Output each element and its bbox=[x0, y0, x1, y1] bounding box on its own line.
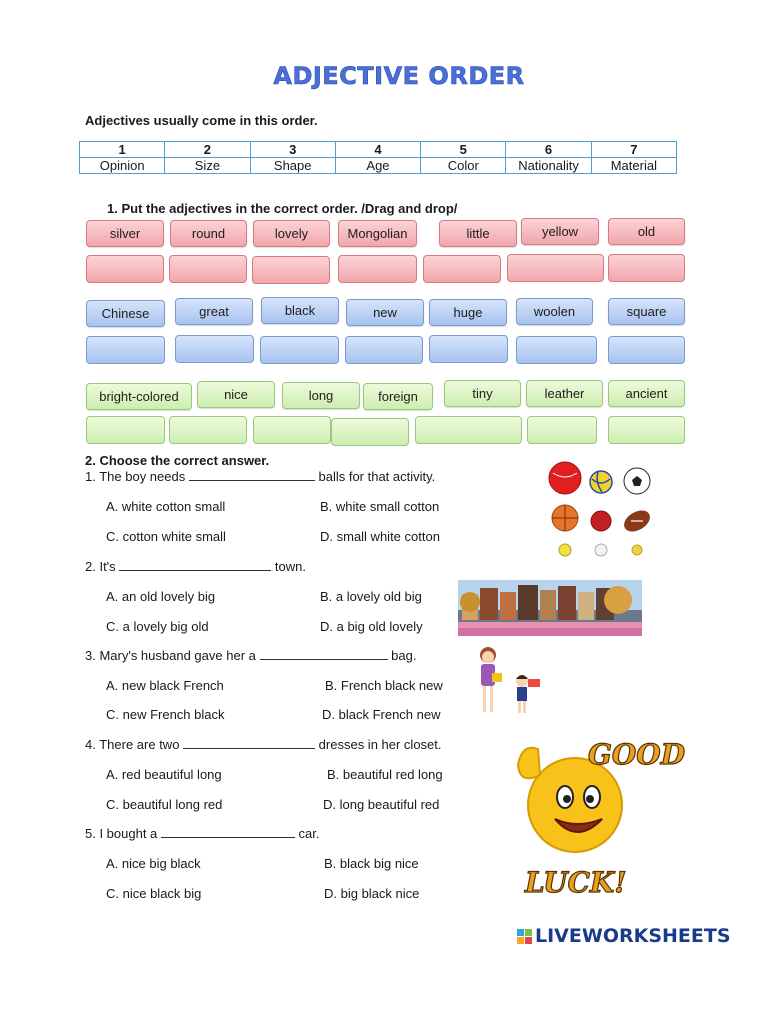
drop-slot[interactable] bbox=[608, 336, 685, 364]
good-text: GOOD bbox=[588, 738, 685, 771]
drag-chip-long[interactable]: long bbox=[282, 382, 360, 409]
question-text: 5. I bought a bbox=[85, 826, 158, 841]
drop-slot[interactable] bbox=[527, 416, 597, 444]
town-photo bbox=[458, 580, 642, 636]
drop-slot[interactable] bbox=[86, 416, 165, 444]
drag-chip-bright-colored[interactable]: bright-colored bbox=[86, 383, 192, 410]
logo-icon bbox=[517, 929, 532, 944]
drag-chip-chinese[interactable]: Chinese bbox=[86, 300, 165, 327]
drag-chip-foreign[interactable]: foreign bbox=[363, 383, 433, 410]
option-a[interactable]: A. new black French bbox=[106, 678, 224, 693]
drag-chip-woolen[interactable]: woolen bbox=[516, 298, 593, 325]
drop-slot[interactable] bbox=[86, 255, 164, 283]
intro-text: Adjectives usually come in this order. bbox=[85, 113, 318, 128]
drag-chip-nice[interactable]: nice bbox=[197, 381, 275, 408]
option-b[interactable]: B. white small cotton bbox=[320, 499, 440, 514]
question-1 bbox=[85, 469, 435, 484]
option-c[interactable]: C. beautiful long red bbox=[106, 797, 223, 812]
drag-chip-silver[interactable]: silver bbox=[86, 220, 164, 247]
option-c[interactable]: C. nice black big bbox=[106, 886, 202, 901]
order-number: 3 bbox=[250, 142, 335, 158]
question-3 bbox=[85, 648, 416, 663]
luck-text: LUCK! bbox=[525, 866, 627, 899]
drop-slot[interactable] bbox=[516, 336, 597, 364]
question-text: 3. Mary's husband gave her a bbox=[85, 648, 256, 663]
option-b[interactable]: B. beautiful red long bbox=[327, 767, 443, 782]
order-number: 4 bbox=[335, 142, 420, 158]
family-illustration bbox=[470, 645, 546, 717]
order-label: Color bbox=[421, 158, 506, 174]
option-b[interactable]: B. French black new bbox=[325, 678, 443, 693]
drop-slot[interactable] bbox=[86, 336, 165, 364]
option-c[interactable]: C. new French black bbox=[106, 707, 225, 722]
answer-blank bbox=[189, 469, 315, 481]
option-a[interactable]: A. an old lovely big bbox=[106, 589, 216, 604]
question-text: dresses in her closet. bbox=[318, 737, 442, 752]
order-label: Nationality bbox=[506, 158, 591, 174]
drop-slot[interactable] bbox=[253, 416, 331, 444]
drag-chip-lovely[interactable]: lovely bbox=[253, 220, 330, 247]
option-c[interactable]: C. a lovely big old bbox=[106, 619, 209, 634]
option-d[interactable]: D. small white cotton bbox=[320, 529, 440, 544]
drag-chip-square[interactable]: square bbox=[608, 298, 685, 325]
drag-chip-black[interactable]: black bbox=[261, 297, 339, 324]
option-b[interactable]: B. a lovely old big bbox=[320, 589, 422, 604]
drag-chip-little[interactable]: little bbox=[439, 220, 517, 247]
drop-slot[interactable] bbox=[608, 254, 685, 282]
drag-chip-tiny[interactable]: tiny bbox=[444, 380, 521, 407]
option-a[interactable]: A. nice big black bbox=[106, 856, 201, 871]
question-4 bbox=[85, 737, 442, 752]
order-label: Size bbox=[165, 158, 250, 174]
drag-chip-yellow[interactable]: yellow bbox=[521, 218, 599, 245]
question-text: 1. The boy needs bbox=[85, 469, 186, 484]
section1-heading: 1. Put the adjectives in the correct order. /Drag and drop/ bbox=[107, 201, 458, 216]
drag-chip-old[interactable]: old bbox=[608, 218, 685, 245]
liveworksheets-logo[interactable] bbox=[517, 925, 731, 947]
drag-chip-great[interactable]: great bbox=[175, 298, 253, 325]
drop-slot[interactable] bbox=[338, 255, 417, 283]
question-text: 2. It's bbox=[85, 559, 116, 574]
option-d[interactable]: D. black French new bbox=[322, 707, 441, 722]
drop-slot[interactable] bbox=[260, 336, 339, 364]
drop-slot[interactable] bbox=[169, 255, 247, 283]
question-text: town. bbox=[274, 559, 306, 574]
order-label: Age bbox=[335, 158, 420, 174]
drop-slot[interactable] bbox=[175, 335, 254, 363]
drop-slot[interactable] bbox=[423, 255, 501, 283]
question-5 bbox=[85, 826, 320, 841]
option-d[interactable]: D. big black nice bbox=[324, 886, 420, 901]
drop-slot[interactable] bbox=[507, 254, 604, 282]
question-text: car. bbox=[298, 826, 320, 841]
drop-slot[interactable] bbox=[252, 256, 330, 284]
option-d[interactable]: D. long beautiful red bbox=[323, 797, 440, 812]
answer-blank bbox=[119, 559, 271, 571]
order-number: 5 bbox=[421, 142, 506, 158]
question-text: bag. bbox=[391, 648, 417, 663]
answer-blank bbox=[161, 826, 295, 838]
logo-text: LIVEWORKSHEETS bbox=[535, 925, 731, 947]
option-c[interactable]: C. cotton white small bbox=[106, 529, 226, 544]
order-number: 2 bbox=[165, 142, 250, 158]
answer-blank bbox=[183, 737, 315, 749]
drop-slot[interactable] bbox=[608, 416, 685, 444]
option-b[interactable]: B. black big nice bbox=[324, 856, 419, 871]
sports-balls-image bbox=[540, 455, 660, 565]
order-number: 7 bbox=[591, 142, 676, 158]
drag-chip-new[interactable]: new bbox=[346, 299, 424, 326]
drop-slot[interactable] bbox=[169, 416, 247, 444]
drag-chip-round[interactable]: round bbox=[170, 220, 247, 247]
drop-slot[interactable] bbox=[331, 418, 409, 446]
option-a[interactable]: A. white cotton small bbox=[106, 499, 226, 514]
page-title: ADJECTIVE ORDER bbox=[273, 62, 525, 90]
order-label: Opinion bbox=[80, 158, 165, 174]
drag-chip-mongolian[interactable]: Mongolian bbox=[338, 220, 417, 247]
question-2 bbox=[85, 559, 306, 574]
drop-slot[interactable] bbox=[345, 336, 423, 364]
order-label: Material bbox=[591, 158, 676, 174]
drag-chip-huge[interactable]: huge bbox=[429, 299, 507, 326]
order-label: Shape bbox=[250, 158, 335, 174]
section2-heading: 2. Choose the correct answer. bbox=[85, 453, 270, 468]
order-number: 1 bbox=[80, 142, 165, 158]
order-number: 6 bbox=[506, 142, 591, 158]
answer-blank bbox=[260, 648, 388, 660]
drag-chip-leather[interactable]: leather bbox=[526, 380, 603, 407]
option-a[interactable]: A. red beautiful long bbox=[106, 767, 222, 782]
drag-chip-ancient[interactable]: ancient bbox=[608, 380, 685, 407]
adjective-order-table bbox=[79, 141, 677, 174]
drop-slot[interactable] bbox=[429, 335, 508, 363]
question-text: 4. There are two bbox=[85, 737, 180, 752]
option-d[interactable]: D. a big old lovely bbox=[320, 619, 423, 634]
question-text: balls for that activity. bbox=[318, 469, 436, 484]
drop-slot[interactable] bbox=[415, 416, 522, 444]
